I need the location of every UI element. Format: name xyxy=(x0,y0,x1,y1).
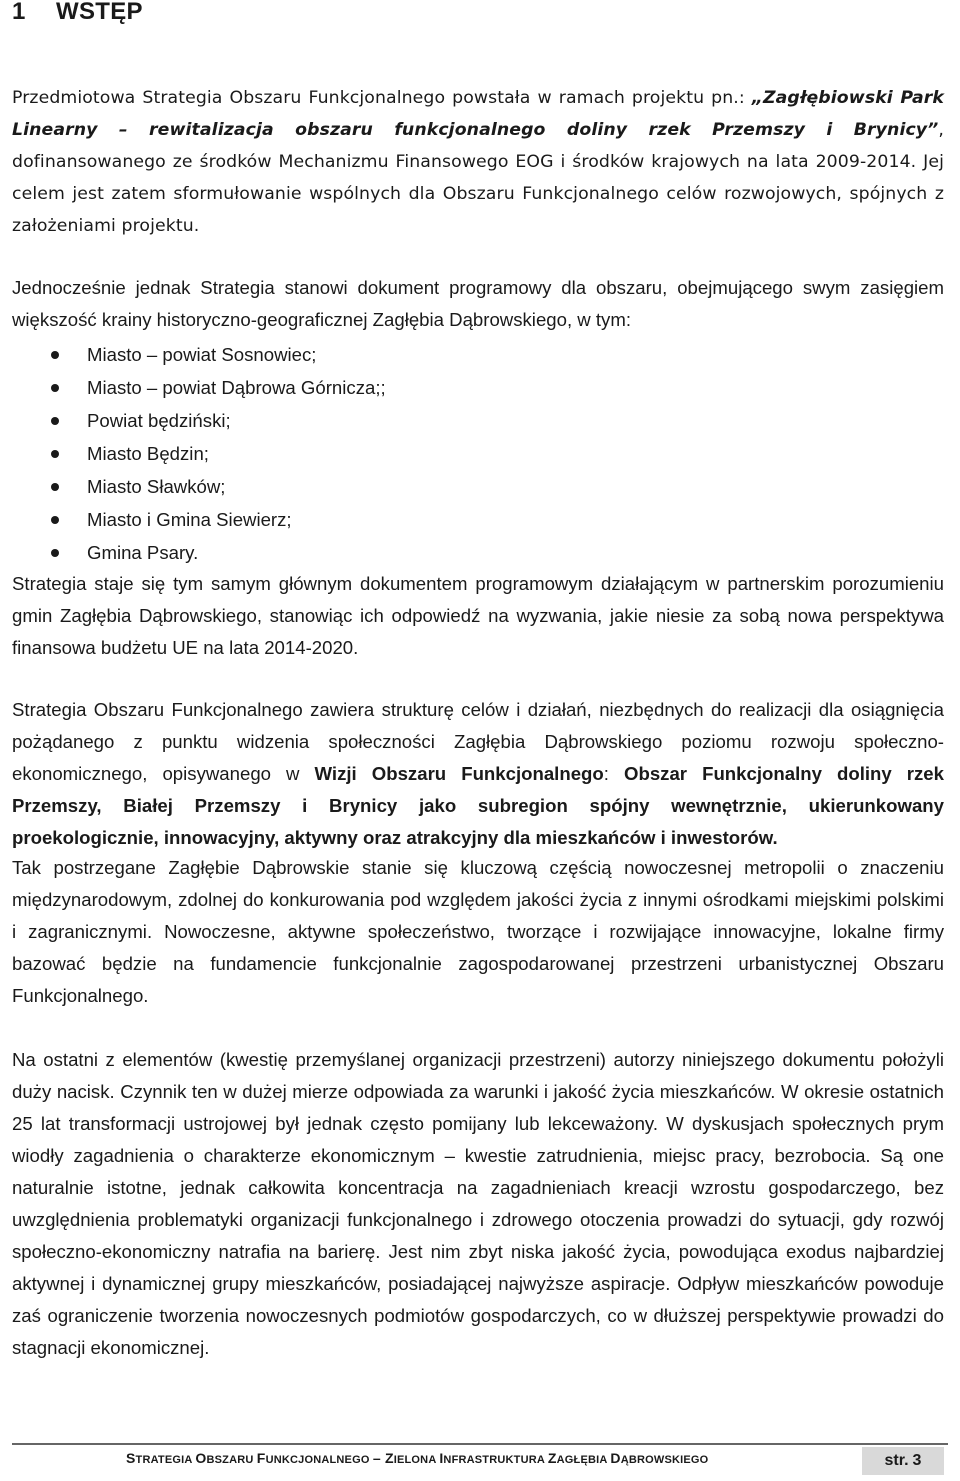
page-label: str. xyxy=(884,1452,909,1469)
footer-word: O xyxy=(195,1450,207,1466)
list-item: Miasto – powiat Sosnowiec; xyxy=(12,338,386,371)
list-item: Gmina Psary. xyxy=(12,536,386,569)
list-item: Miasto Będzin; xyxy=(12,437,386,470)
section-number: 1 xyxy=(12,0,26,25)
strategy-paragraph: Strategia staje się tym samym głównym dokumentem programowym działającym w partnerskim porozumieniu gmin Zagłębia Dąbrowskiego, stanowiąc ich odpowiedź na wyzwania, jakie niesie za sobą nowa perspektywa finansowa budżetu UE na lata 2014-2020. xyxy=(12,573,944,658)
page-number: 3 xyxy=(912,1452,922,1469)
footer-word: IELONA xyxy=(393,1454,440,1466)
footer-word: ĄBROWSKIEGO xyxy=(620,1454,709,1466)
vision-paragraph xyxy=(12,694,944,854)
area-list xyxy=(12,338,386,569)
footer-word: NFRASTRUKTURA xyxy=(443,1454,548,1466)
section-heading xyxy=(12,0,143,26)
list-item: Miasto – powiat Dąbrowa Górnicza;; xyxy=(12,371,386,404)
intro-paragraph xyxy=(12,82,944,242)
vision-label: Wizji Obszaru Funkcjonalnego xyxy=(314,763,604,784)
scope-paragraph: Jednocześnie jednak Strategia stanowi dokument programowy dla obszaru, obejmującego swym zasięgiem większość krainy historyczno-geograficznej Zagłębia Dąbrowskiego, w tym: xyxy=(12,277,944,330)
vision-statement: Obszar Funkcjonalny doliny rzek Przemszy, Białej Przemszy i Brynicy jako subregion spójny wewnętrznie, ukierunkowany proekologicznie, innowacyjny, aktywny oraz atrakcyjny dla mieszkańców i inwestorów. xyxy=(12,763,944,848)
footer-word: Z xyxy=(384,1450,394,1466)
footer-word: – xyxy=(372,1450,385,1466)
footer-word: AGŁĘBIA xyxy=(556,1454,611,1466)
vision-colon: : xyxy=(603,763,624,784)
footer-word: D xyxy=(610,1450,621,1466)
footer-word: F xyxy=(256,1450,266,1466)
footer-word: TRATEGIA xyxy=(135,1454,196,1466)
footer-word: BSZARU xyxy=(206,1454,257,1466)
space-paragraph: Na ostatni z elementów (kwestię przemyślanej organizacji przestrzeni) autorzy niniejszego dokumentu położyli duży nacisk. Czynnik ten w dużej mierze odpowiada za warunki i jakość życia mieszkańców. W okresie ostatnich 25 lat transformacji ustrojowej był jednak często pomijany lub lekceważony. W dyskusjach społecznych prym wiodły zagadnienia o charakterze ekonomicznym – kwestie zatrudnienia, miejsc pracy, bezrobocia. Są one naturalnie istotne, jednak całkowita koncentracja na zagadnieniach kreacji wzrostu gospodarczego, bez uwzględnienia problematyki organizacji funkcjonalnego i zdrowego otoczenia prowadzi do sytuacji, gdy rozwój społeczno-ekonomiczny natrafia na barierę. Jest nim zbyt niska jakość życia, powodująca exodus najbardziej aktywnej i dynamicznej grupy mieszkańców, posiadającej najwyższe aspiracje. Odpływ mieszkańców powoduje zaś ograniczenie tworzenia nowoczesnych podmiotów gospodarczych, co w dłuższej perspektywie prowadzi do stagnacji ekonomicznej. xyxy=(12,1049,944,1358)
list-item: Miasto Sławków; xyxy=(12,470,386,503)
footer-title xyxy=(126,1450,708,1466)
footer-word: S xyxy=(126,1450,136,1466)
footer-word: I xyxy=(439,1450,444,1466)
footer-divider xyxy=(12,1443,948,1445)
list-item: Powiat będziński; xyxy=(12,404,386,437)
intro-text-end: , dofinansowanego ze środków Mechanizmu Finansowego EOG i środków krajowych na lata 2009-2014. Jej celem jest zatem sformułowanie wspólnych dla Obszaru Funkcjonalnego celów rozwojowych, spójnych z założeniami projektu. xyxy=(12,120,944,236)
section-title: WSTĘP xyxy=(56,0,143,25)
footer-word: Z xyxy=(547,1450,557,1466)
page-number-box xyxy=(862,1447,944,1475)
intro-text-start: Przedmiotowa Strategia Obszaru Funkcjonalnego powstała w ramach projektu pn.: xyxy=(12,88,752,108)
project-title: „Zagłębiowski Park Linearny – rewitalizacja obszaru funkcjonalnego doliny rzek Przemszy i Brynicy” xyxy=(12,88,944,140)
list-item: Miasto i Gmina Siewierz; xyxy=(12,503,386,536)
footer-word: UNKCJONALNEGO xyxy=(265,1454,373,1466)
vision-intro: Strategia Obszaru Funkcjonalnego zawiera strukturę celów i działań, niezbędnych do realizacji dla osiągnięcia pożądanego z punktu widzenia społeczności Zagłębia Dąbrowskiego poziomu rozwoju społeczno-ekonomicznego, opisywanego w xyxy=(12,699,944,784)
metropolis-paragraph: Tak postrzegane Zagłębie Dąbrowskie stanie się kluczową częścią nowoczesnej metropolii o znaczeniu międzynarodowym, zdolnej do konkurowania pod względem jakości życia z innymi ośrodkami miejskimi polskimi i zagranicznymi. Nowoczesne, aktywne społeczeństwo, tworzące i rozwijające innowacyjne, lokalne firmy bazować będzie na fundamencie funkcjonalnie zagospodarowanej przestrzeni urbanistycznej Obszaru Funkcjonalnego. xyxy=(12,857,944,1006)
